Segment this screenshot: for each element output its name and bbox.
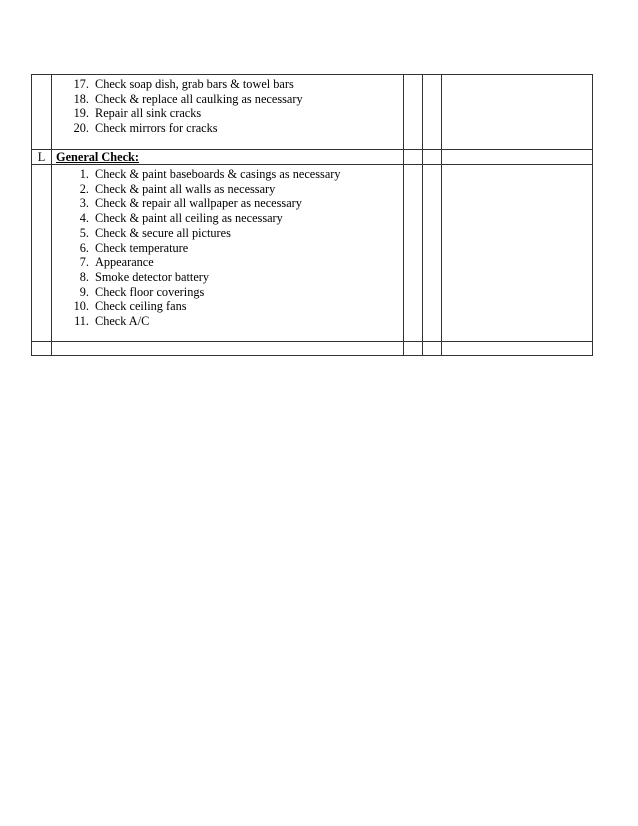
item-number: 19. xyxy=(73,106,89,121)
item-number: 17. xyxy=(73,77,89,91)
check-cell[interactable] xyxy=(423,165,442,342)
check-cell[interactable] xyxy=(423,150,442,165)
item-text: Check & paint all walls as necessary xyxy=(95,181,276,196)
item-number: 20. xyxy=(73,121,89,136)
list-item xyxy=(52,77,403,92)
list-item xyxy=(52,270,403,285)
item-list xyxy=(52,75,403,136)
section-letter-cell xyxy=(32,342,52,356)
list-item xyxy=(52,92,403,107)
item-text: Check & repair all wallpaper as necessary xyxy=(95,196,302,211)
table-row xyxy=(32,165,593,342)
notes-cell[interactable] xyxy=(442,150,593,165)
list-item xyxy=(52,241,403,256)
item-list-cell xyxy=(52,165,404,342)
item-number: 11. xyxy=(74,314,89,329)
list-item xyxy=(52,211,403,226)
list-item xyxy=(52,121,403,136)
list-item xyxy=(52,314,403,329)
list-item xyxy=(52,106,403,121)
item-text: Check & paint all ceiling as necessary xyxy=(95,211,283,226)
item-number: 7. xyxy=(79,255,89,270)
list-item xyxy=(52,167,403,182)
item-text: Check & replace all caulking as necessary xyxy=(95,91,303,106)
item-list-cell xyxy=(52,75,404,150)
section-letter-cell xyxy=(32,165,52,342)
item-text: Check ceiling fans xyxy=(95,299,187,314)
check-cell[interactable] xyxy=(404,165,423,342)
section-letter-cell xyxy=(32,75,52,150)
item-text: Check soap dish, grab bars & towel bars xyxy=(95,77,294,91)
item-number: 6. xyxy=(79,240,89,255)
check-cell[interactable] xyxy=(404,75,423,150)
list-item xyxy=(52,299,403,314)
item-text: Check A/C xyxy=(95,314,150,329)
item-text: Check mirrors for cracks xyxy=(95,121,218,136)
list-item xyxy=(52,226,403,241)
check-cell[interactable] xyxy=(423,75,442,150)
list-item xyxy=(52,182,403,197)
table-row xyxy=(32,75,593,150)
check-cell[interactable] xyxy=(404,150,423,165)
table-row xyxy=(32,342,593,356)
table-row xyxy=(32,150,593,165)
inspection-checklist-table xyxy=(31,74,593,356)
item-text: Check & paint baseboards & casings as necessary xyxy=(95,167,341,181)
item-text: Check floor coverings xyxy=(95,284,205,299)
notes-cell[interactable] xyxy=(442,165,593,342)
item-text: Appearance xyxy=(95,255,154,270)
item-text: Check temperature xyxy=(95,240,189,255)
item-number: 5. xyxy=(79,225,89,240)
item-list xyxy=(52,165,403,329)
list-item xyxy=(52,285,403,300)
list-item xyxy=(52,196,403,211)
item-text: Check & secure all pictures xyxy=(95,225,231,240)
item-number: 4. xyxy=(79,211,89,226)
item-list-cell xyxy=(52,342,404,356)
section-title: General Check: xyxy=(56,150,139,164)
item-number: 2. xyxy=(79,181,89,196)
item-number: 18. xyxy=(73,91,89,106)
item-text: Repair all sink cracks xyxy=(95,106,202,121)
notes-cell[interactable] xyxy=(442,342,593,356)
item-number: 3. xyxy=(79,196,89,211)
item-number: 10. xyxy=(73,299,89,314)
item-text: Smoke detector battery xyxy=(95,269,210,284)
notes-cell[interactable] xyxy=(442,75,593,150)
check-cell[interactable] xyxy=(423,342,442,356)
item-number: 9. xyxy=(79,284,89,299)
check-cell[interactable] xyxy=(404,342,423,356)
section-title-cell xyxy=(52,150,404,165)
list-item xyxy=(52,255,403,270)
section-letter-cell: L xyxy=(32,150,52,165)
item-number: 1. xyxy=(79,167,89,181)
item-number: 8. xyxy=(79,269,89,284)
